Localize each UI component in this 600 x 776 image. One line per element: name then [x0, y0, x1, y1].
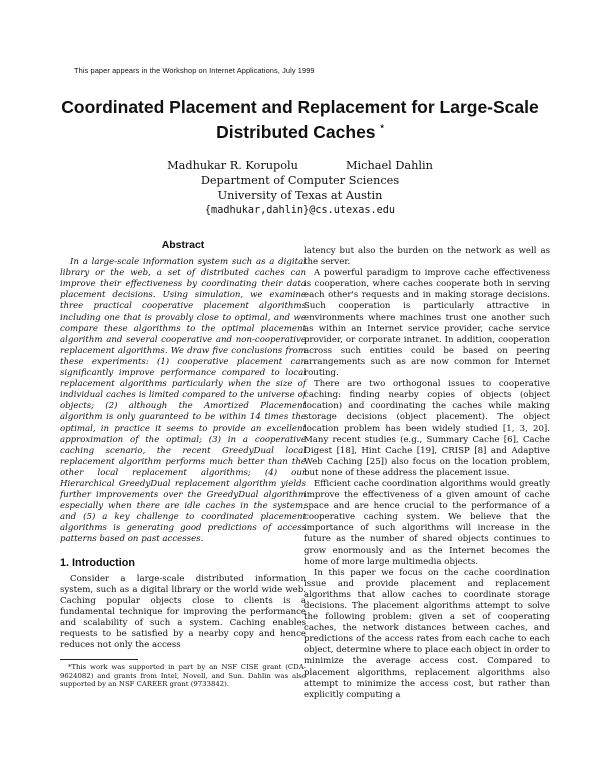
author-names [40, 158, 560, 173]
footnote: *This work was supported in part by an NSF CISE grant (CDA-9624082) and grants from Intel, Novell, and Sun. Dahlin was also supported by an NSF CAREER grant (9733842). [60, 663, 306, 689]
right-column [304, 246, 550, 701]
author-email: {madhukar,dahlin}@cs.utexas.edu [204, 205, 396, 216]
abstract-heading: Abstract [161, 239, 205, 251]
paragraph-this-paper: In this paper we focus on the cache coordination issue and provide placement and replacement algorithms that allow caches to coordinate storage decisions. The placement algorithms attempt to solve the following problem: given a set of cooperating caches, the network distances between caches, and predictions of the access rates from each cache to each object, determine where to place each object in order to minimize the average access cost. Compared to placement algorithms, replacement algorithms also attempt to minimize the access cost, but rather than explicitly computing a [304, 567, 550, 700]
title-line-2 [40, 118, 560, 143]
workshop-notice: This paper appears in the Workshop on Internet Applications, July 1999 [74, 66, 315, 75]
author-block [40, 158, 560, 218]
paragraph-orthogonal-issues: There are two orthogonal issues to cooperative caching: finding nearby copies of objects (object location) and coordinating the caches while making storage decisions (object placement). The object location problem has been widely studied [1, 3, 20]. Many recent studies (e.g., Summary Cache [6], Cache Digest [18], Hint Cache [19], CRISP [8] and Adaptive Web Caching [25]) also focus on the location problem, but none of these address the placement issue. [304, 379, 550, 478]
paragraph-cooperation: A powerful paradigm to improve cache effectiveness is cooperation, where caches cooperate both in serving each other's requests and in making storage decisions. Such cooperation is particularly attractive in environments where machines trust one another such as within an Internet service provider, cache service provider, or corporate intranet. In addition, cooperation across such entities could be based on peering arrangements such as are now common for Internet routing. [304, 268, 550, 379]
left-column [60, 240, 306, 689]
university: University of Texas at Austin [217, 189, 383, 202]
footnote-rule [60, 659, 138, 660]
introduction-heading: 1. Introduction [60, 556, 135, 569]
author-1: Madhukar R. Korupolu [167, 159, 298, 172]
department: Department of Computer Sciences [200, 174, 400, 187]
abstract-text: In a large-scale information system such as a digital library or the web, a set of distributed caches can improve their effectiveness by coordinating their data placement decisions. Using simulation, we examine three practical cooperative placement algorithms including one that is provably close to optimal, and we compare these algorithms to the optimal placement algorithm and several cooperative and non-cooperative replacement algorithms. We draw five conclusions from these experiments: (1) cooperative placement can significantly improve performance compared to local replacement algorithms particularly when the size of individual caches is limited compared to the universe of objects; (2) although the Amortized Placement algorithm is only guaranteed to be within 14 times the optimal, in practice it seems to provide an excellent approximation of the optimal; (3) in a cooperative caching scenario, the recent GreedyDual local replacement algorithm performs much better than the other local replacement algorithms; (4) our Hierarchical GreedyDual replacement algorithm yields further improvements over the GreedyDual algorithm especially when there are idle caches in the system; and (5) a key challenge to coordinated placement algorithms is generating good predictions of access patterns based on past accesses. [60, 257, 306, 545]
paper-title [40, 97, 560, 143]
paragraph-efficient-coordination: Efficient cache coordination algorithms would greatly improve the effectiveness of a given amount of cache space and are hence crucial to the performance of a cooperative caching system. We believe that the importance of such algorithms will increase in the future as the number of shared objects continues to grow enormously and as the Internet becomes the home of more large multimedia objects. [304, 478, 550, 567]
title-line-1: Coordinated Placement and Replacement for Large-Scale [61, 97, 539, 117]
introduction-paragraph-1: Consider a large-scale distributed information system, such as a digital library or the world wide web. Caching popular objects close to clients is a fundamental technique for improving the performance and scalability of such a system. Caching enables requests to be satisfied by a nearby copy and hence reduces not only the access [60, 573, 306, 651]
title-footnote-mark: * [380, 123, 384, 133]
author-2: Michael Dahlin [345, 159, 433, 172]
title-line-2-text: Distributed Caches [216, 121, 376, 142]
paragraph-continued: latency but also the burden on the network as well as the server. [304, 246, 550, 268]
